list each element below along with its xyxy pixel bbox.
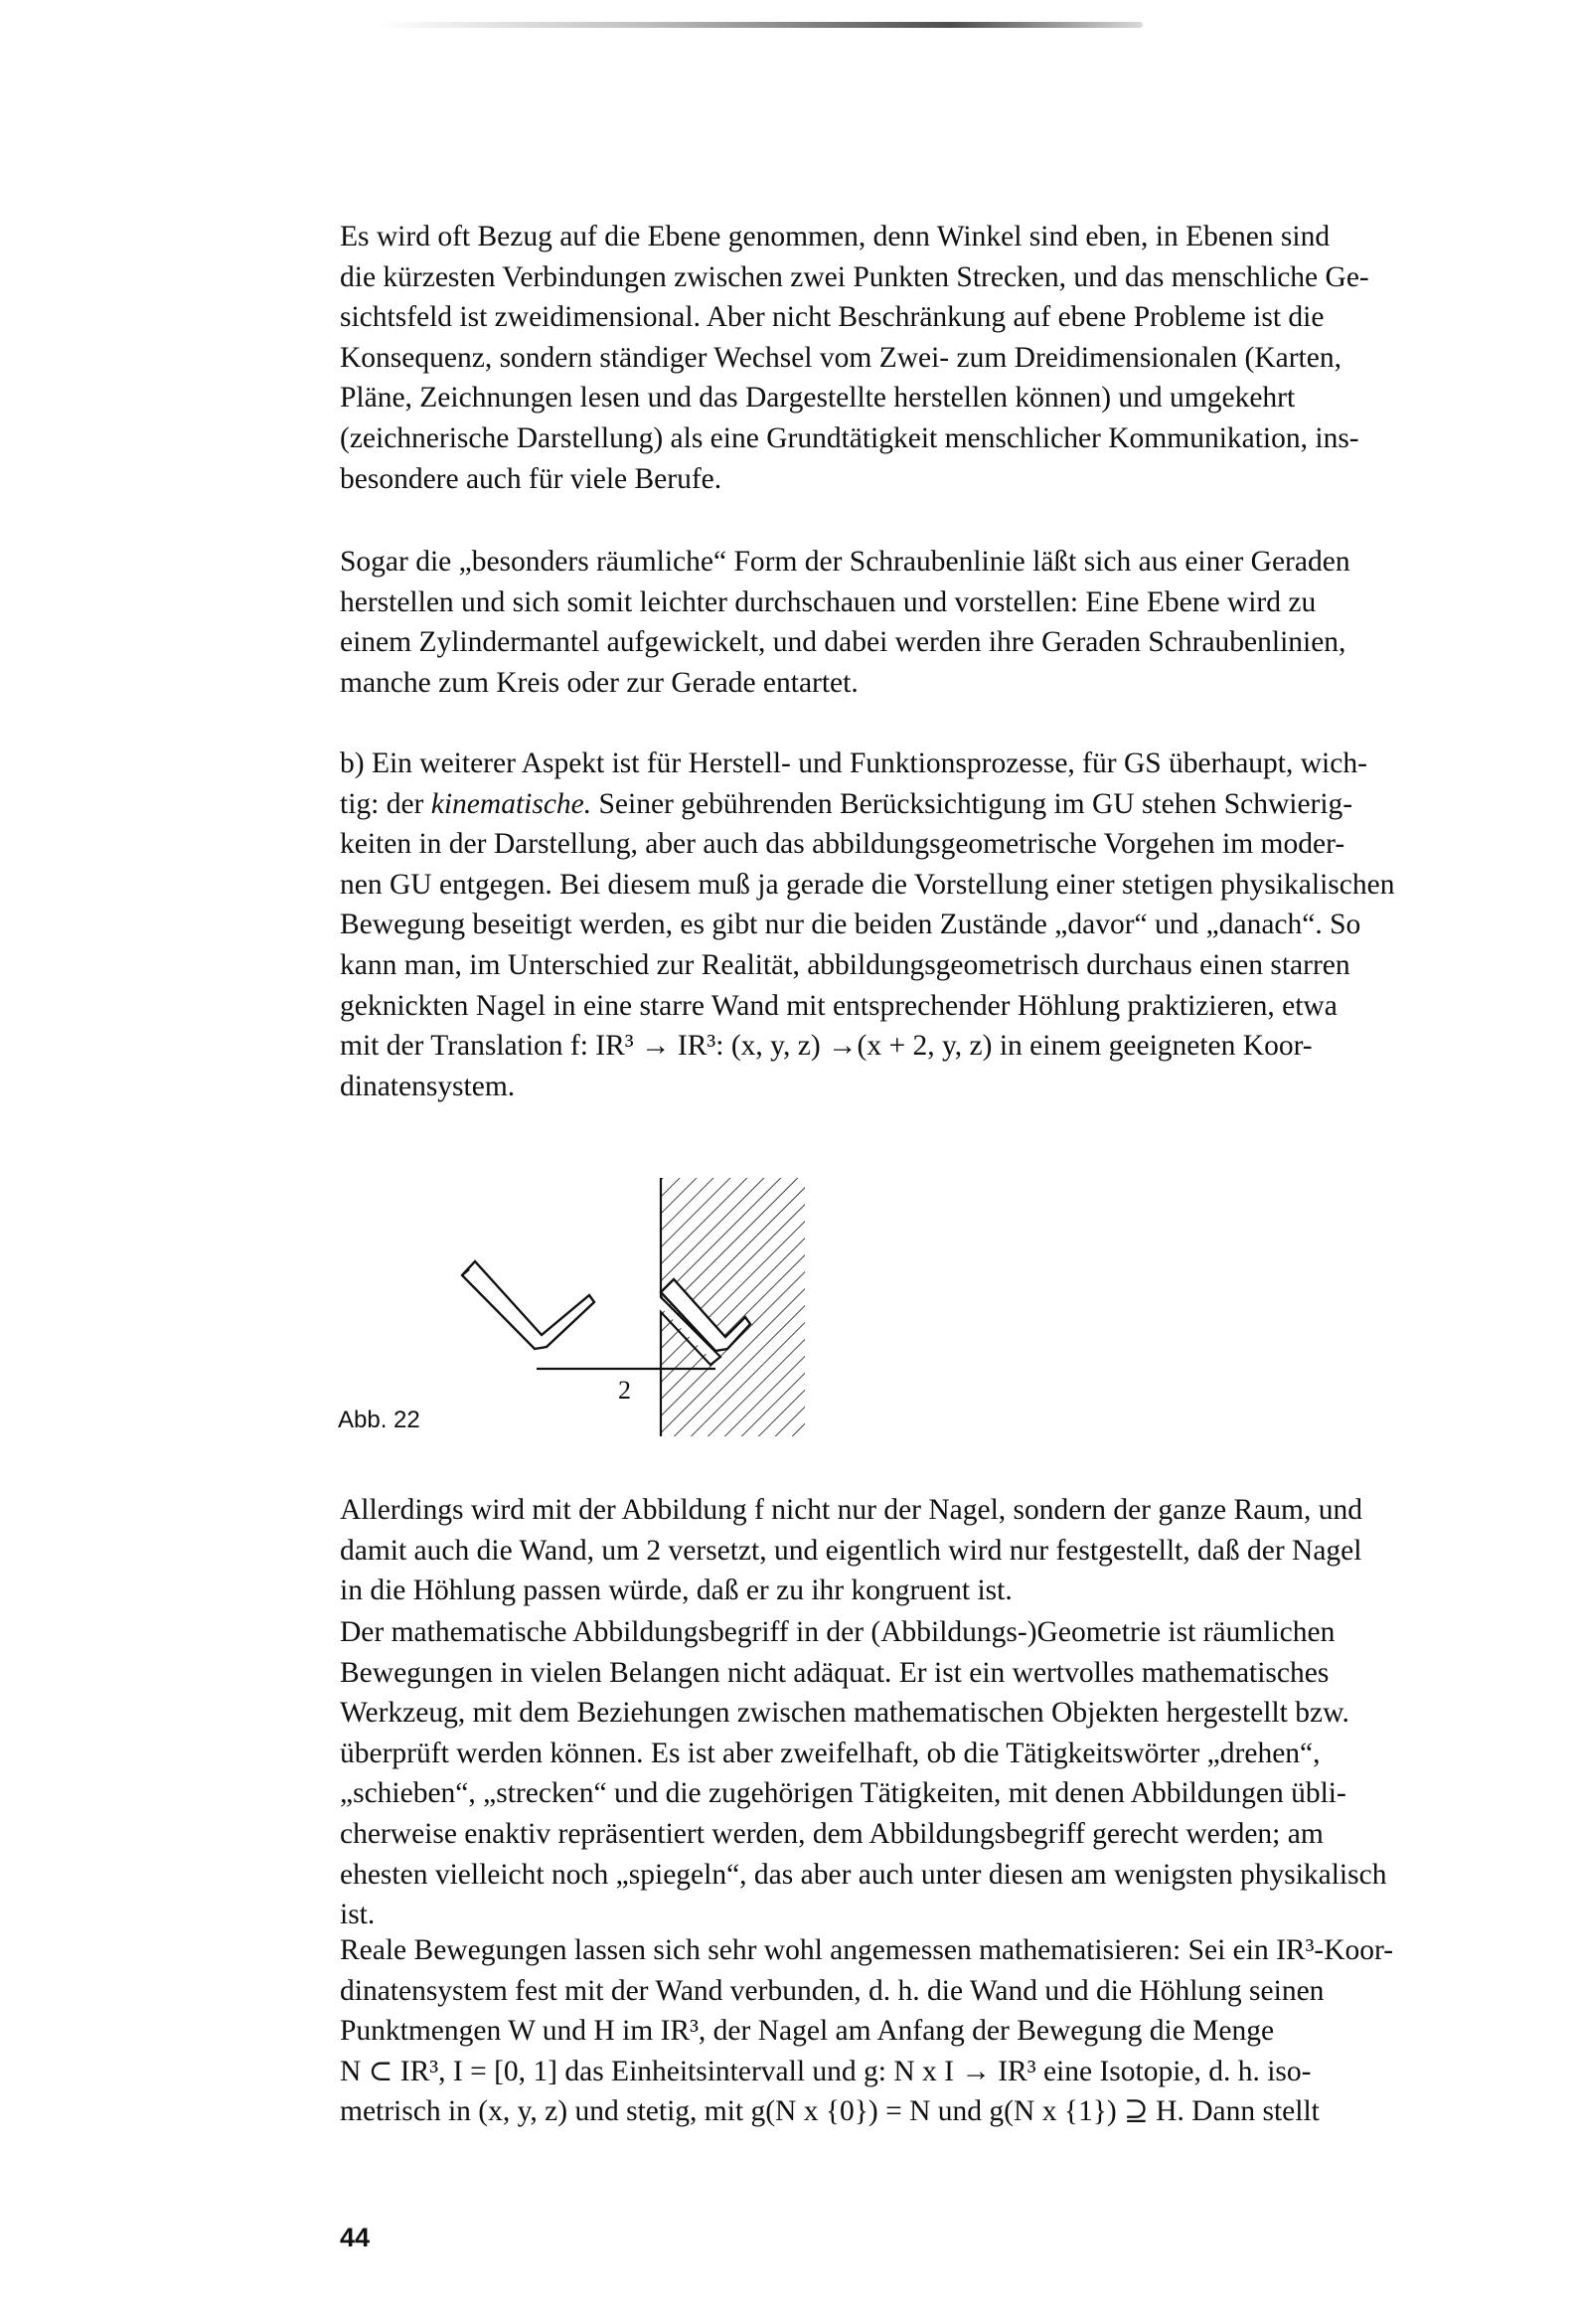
text-line: nen GU entgegen. Bei diesem muß ja gerade die Vorstellung einer stetigen physikalischen (340, 868, 1395, 901)
page-number: 44 (340, 2223, 371, 2252)
text-line: die kürzesten Verbindungen zwischen zwei Punkten Strecken, und das menschliche Ge- (340, 260, 1369, 293)
paragraph-abbildungsbegriff (340, 1612, 1557, 1935)
paragraph-allerdings (340, 1490, 1557, 1611)
text-line: dinatensystem fest mit der Wand verbunden, d. h. die Wand und die Höhlung seinen (340, 1974, 1325, 2007)
text-line: geknickten Nagel in eine starre Wand mit entsprechender Höhlung praktizieren, etwa (340, 989, 1338, 1022)
text-line: Sogar die „besonders räumliche“ Form der Schraubenlinie läßt sich aus einer Geraden (340, 546, 1350, 578)
nail-wall-diagram (338, 1148, 855, 1446)
text-segment: tig: der (340, 787, 431, 820)
text-line: Werkzeug, mit dem Beziehungen zwischen mathematischen Objekten hergestellt bzw. (340, 1697, 1349, 1730)
text-line: kann man, im Unterschied zur Realität, abbildungsgeometrisch durchaus einen starren (340, 948, 1350, 981)
text-line: b) Ein weiterer Aspekt ist für Herstell- und Funktionsprozesse, für GS überhaupt, wich- (340, 747, 1367, 779)
text-line: Punktmengen W und H im IR³, der Nagel am Anfang der Bewegung die Menge (340, 2015, 1275, 2048)
text-line: keiten in der Darstellung, aber auch das abbildungsgeometrische Vorgehen im moder- (340, 828, 1345, 861)
text-line: ist. (340, 1899, 376, 1931)
paragraph-schraubenlinie (340, 542, 1557, 703)
text-line: überprüft werden können. Es ist aber zweifelhaft, ob die Tätigkeitswörter „drehen“, (340, 1737, 1321, 1769)
text-line: Pläne, Zeichnungen lesen und das Dargestellte herstellen können) und umgekehrt (340, 382, 1296, 415)
figure-caption: Abb. 22 (338, 1407, 420, 1433)
text-line: ehesten vielleicht noch „spiegeln“, das aber auch unter diesen am wenigsten physikalisch (340, 1858, 1387, 1891)
text-line: Reale Bewegungen lassen sich sehr wohl angemessen mathematisieren: Sei ein IR³-Koor- (340, 1934, 1394, 1966)
text-line: dinatensystem. (340, 1070, 516, 1102)
paragraph-reale-bewegungen (340, 1930, 1557, 2132)
figure-abb-22 (338, 1148, 855, 1446)
text-line: Der mathematische Abbildungsbegriff in der (Abbildungs-)Geometrie ist räumlichen (340, 1616, 1336, 1648)
text-line: Konsequenz, sondern ständiger Wechsel vom Zwei- zum Dreidimensionalen (Karten, (340, 341, 1341, 374)
text-line: einem Zylindermantel aufgewickelt, und dabei werden ihre Geraden Schraubenlinien, (340, 626, 1346, 659)
scan-artifact-line (378, 22, 1143, 28)
text-line-with-emphasis (340, 784, 1557, 825)
text-line: Allerdings wird mit der Abbildung f nicht nur der Nagel, sondern der ganze Raum, und (340, 1494, 1362, 1526)
distance-label: 2 (618, 1376, 631, 1405)
text-line: Bewegungen in vielen Belangen nicht adäquat. Er ist ein wertvolles mathematisches (340, 1656, 1330, 1689)
text-line: damit auch die Wand, um 2 versetzt, und eigentlich wird nur festgestellt, daß der Nagel (340, 1534, 1362, 1567)
text-line: in die Höhlung passen würde, daß er zu ihr kongruent ist. (340, 1575, 1013, 1607)
text-line: mit der Translation f: IR³ → IR³: (x, y, z) →(x + 2, y, z) in einem geeigneten Koor- (340, 1030, 1313, 1063)
text-line: manche zum Kreis oder zur Gerade entartet. (340, 666, 859, 699)
text-line: herstellen und sich somit leichter durchschauen und vorstellen: Eine Ebene wird zu (340, 585, 1317, 618)
text-segment: Seiner gebührenden Berücksichtigung im GU stehen Schwierig- (591, 787, 1353, 820)
text-line: metrisch in (x, y, z) und stetig, mit g(N x {0}) = N und g(N x {1}) ⊇ H. Dann stellt (340, 2095, 1320, 2128)
paragraph-kinematisch (340, 744, 1557, 1106)
text-line: sichtsfeld ist zweidimensional. Aber nicht Beschränkung auf ebene Probleme ist die (340, 301, 1325, 334)
text-line: besondere auch für viele Berufe. (340, 462, 722, 495)
emphasis-kinematische: kinematische. (430, 787, 592, 820)
nail-left (462, 1261, 594, 1349)
text-line: N ⊂ IR³, I = [0, 1] das Einheitsintervall und g: N x I → IR³ eine Isotopie, d. h. iso- (340, 2055, 1312, 2087)
text-line: Es wird oft Bezug auf die Ebene genommen, denn Winkel sind eben, in Ebenen sind (340, 221, 1331, 252)
text-line: cherweise enaktiv repräsentiert werden, dem Abbildungsbegriff gerecht werden; am (340, 1817, 1324, 1850)
text-line: „schieben“, „strecken“ und die zugehörigen Tätigkeiten, mit denen Abbildungen übli- (340, 1777, 1346, 1810)
text-line: Bewegung beseitigt werden, es gibt nur die beiden Zustände „davor“ und „danach“. So (340, 909, 1361, 941)
text-line: (zeichnerische Darstellung) als eine Grundtätigkeit menschlicher Kommunikation, ins- (340, 421, 1359, 454)
paragraph-ebene (340, 217, 1557, 499)
